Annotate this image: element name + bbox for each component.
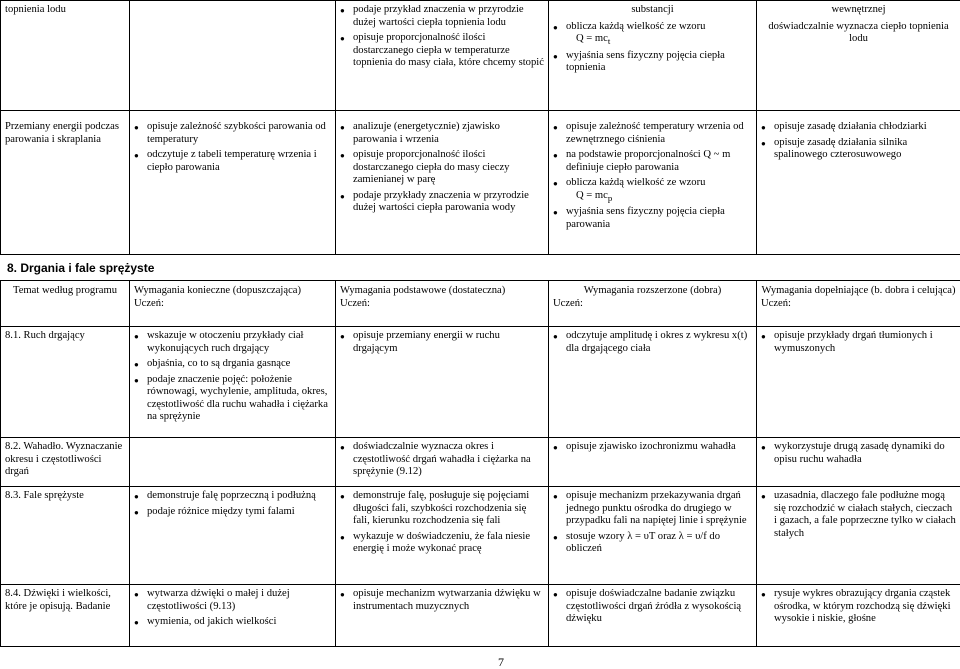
basic-requirements-cell	[130, 327, 336, 438]
list-item: ● odczytuje z tabeli temperaturę wrzenia i ciepło parowania	[134, 149, 331, 174]
list-item: ● analizuje (energetycznie) zjawisko parowania i wrzenia	[340, 121, 544, 146]
formula: Q = mc	[576, 189, 608, 201]
standard-requirements-cell	[336, 111, 549, 255]
header-basic: Wymagania konieczne (dopuszczająca) Uczeń:	[130, 281, 336, 327]
list-item: ● objaśnia, co to są drgania gasnące	[134, 358, 331, 371]
list-item: ● uzasadnia, dlaczego fale podłużne mogą się rozchodzić w ciałach stałych, cieczach i gazach, a fale poprzeczne tylko w ciałach stałych	[761, 490, 956, 540]
continued-text: wewnętrznej	[831, 4, 886, 15]
continued-text: substancji	[631, 4, 674, 15]
table-row	[1, 438, 960, 487]
basic-requirements-cell	[130, 438, 336, 487]
standard-requirements-cell	[336, 487, 549, 585]
advanced-requirements-cell	[757, 487, 960, 585]
list-item: ● podaje przykład znaczenia w przyrodzie dużej wartości ciepła topnienia lodu	[340, 4, 544, 29]
extended-requirements-cell	[549, 327, 757, 438]
topic-cell: 8.4. Dźwięki i wielkości, które je opisują. Badanie	[1, 585, 130, 647]
standard-requirements-cell	[336, 438, 549, 487]
cell-text: doświadczalnie wyznacza ciepło topnienia lodu	[768, 20, 949, 44]
formula: Q = mc	[576, 33, 608, 44]
list-item: ● podaje znaczenie pojęć: położenie równowagi, wychylenie, amplituda, okres, częstotliwość dla ruchu wahadła i ciężarka na sprężynie	[134, 374, 331, 424]
section-title: 8. Drgania i fale sprężyste	[7, 261, 155, 275]
list-item: ● opisuje zależność szybkości parowania od temperatury	[134, 121, 331, 146]
header-advanced: Wymagania dopełniające (b. dobra i celująca) Uczeń:	[757, 281, 960, 327]
list-item: ● opisuje mechanizm wytwarzania dźwięku w instrumentach muzycznych	[340, 588, 544, 613]
table-header-row	[1, 281, 960, 327]
list-item: ● oblicza każdą wielkość ze wzoru $Q = mc_t$	[553, 21, 752, 47]
standard-requirements-cell	[336, 327, 549, 438]
list-item: ● wytwarza dźwięki o małej i dużej częstotliwości (9.13)	[134, 588, 331, 613]
topic-cell: Przemiany energii podczas parowania i skraplania	[1, 111, 130, 255]
page-number: 7	[498, 655, 504, 669]
extended-requirements-cell	[549, 438, 757, 487]
advanced-requirements-cell	[757, 438, 960, 487]
student-label: Uczeń:	[761, 297, 791, 309]
oscillations-requirements-table	[0, 280, 960, 647]
table-row	[1, 327, 960, 438]
advanced-requirements-cell	[757, 585, 960, 647]
basic-requirements-cell	[130, 1, 336, 111]
basic-requirements-cell	[130, 111, 336, 255]
list-item: ● wskazuje w otoczeniu przykłady ciał wykonujących ruch drgający	[134, 330, 331, 355]
list-item: ● opisuje doświadczalne badanie związku częstotliwości drgań źródła z wysokością dźwięku	[553, 588, 752, 626]
topic-cell: 8.1. Ruch drgający	[1, 327, 130, 438]
advanced-requirements-cell	[757, 1, 960, 111]
topic-cell: topnienia lodu	[1, 1, 130, 111]
list-item: ● oblicza każdą wielkość ze wzoru $Q = mc_p$	[553, 177, 752, 203]
list-item: ● odczytuje amplitudę i okres z wykresu x(t) dla drgającego ciała	[553, 330, 752, 355]
list-item: ● wymienia, od jakich wielkości	[134, 616, 331, 629]
list-item: ● wykazuje w doświadczeniu, że fala niesie energię i może wykonać pracę	[340, 531, 544, 556]
list-item: ● opisuje zjawisko izochronizmu wahadła	[553, 441, 752, 454]
basic-requirements-cell	[130, 487, 336, 585]
list-item: ● opisuje proporcjonalność ilości dostarczanego ciepła w temperaturze topnienia do masy ciała, które chcemy stopić	[340, 32, 544, 70]
list-item: ● opisuje zależność temperatury wrzenia od zewnętrznego ciśnienia	[553, 121, 752, 146]
list-item: ● podaje przykłady znaczenia w przyrodzie dużej wartości ciepła parowania wody	[340, 190, 544, 215]
table-row	[1, 1, 960, 111]
list-item: ● na podstawie proporcjonalności Q ~ m definiuje ciepło parowania	[553, 149, 752, 174]
extended-requirements-cell	[549, 585, 757, 647]
header-standard: Wymagania podstawowe (dostateczna) Uczeń:	[336, 281, 549, 327]
table-row	[1, 111, 960, 255]
header-extended: Wymagania rozszerzone (dobra) Uczeń:	[549, 281, 757, 327]
list-item: ● rysuje wykres obrazujący drgania cząstek ośrodka, w którym rozchodzą się dźwięki wysokie i niskie, głośne	[761, 588, 956, 626]
list-item: ● podaje różnice między tymi falami	[134, 506, 331, 519]
extended-requirements-cell	[549, 487, 757, 585]
list-item: ● opisuje zasadę działania chłodziarki	[761, 121, 956, 134]
student-label: Uczeń:	[340, 297, 370, 309]
thermal-requirements-table	[0, 0, 960, 255]
basic-requirements-cell	[130, 585, 336, 647]
list-item: ● opisuje przykłady drgań tłumionych i wymuszonych	[761, 330, 956, 355]
list-item: ● opisuje mechanizm przekazywania drgań jednego punktu ośrodka do drugiego w przypadku fali na napiętej linie i sprężynie	[553, 490, 752, 528]
advanced-requirements-cell	[757, 327, 960, 438]
advanced-requirements-cell	[757, 111, 960, 255]
header-topic: Temat według programu	[1, 281, 130, 327]
list-item: ● opisuje przemiany energii w ruchu drgającym	[340, 330, 544, 355]
list-item: ● stosuje wzory λ = υT oraz λ = υ/f do obliczeń	[553, 531, 752, 556]
table-row	[1, 585, 960, 647]
extended-requirements-cell	[549, 1, 757, 111]
list-item: ● opisuje zasadę działania silnika spalinowego czterosuwowego	[761, 137, 956, 162]
student-label: Uczeń:	[134, 297, 164, 309]
topic-cell: 8.3. Fale sprężyste	[1, 487, 130, 585]
standard-requirements-cell	[336, 585, 549, 647]
list-item: ● wyjaśnia sens fizyczny pojęcia ciepła parowania	[553, 206, 752, 231]
standard-requirements-cell	[336, 1, 549, 111]
list-item: ● demonstruje falę poprzeczną i podłużną	[134, 490, 331, 503]
student-label: Uczeń:	[553, 297, 583, 309]
list-item: ● doświadczalnie wyznacza okres i częstotliwość drgań wahadła i ciężarka na sprężynie (9.12)	[340, 441, 544, 479]
list-item: ● opisuje proporcjonalność ilości dostarczanego ciepła do masy cieczy zamienianej w parę	[340, 149, 544, 187]
list-item: ● wyjaśnia sens fizyczny pojęcia ciepła topnienia	[553, 50, 752, 75]
topic-cell: 8.2. Wahadło. Wyznaczanie okresu i częstotliwości drgań	[1, 438, 130, 487]
table-row	[1, 487, 960, 585]
list-item: ● demonstruje falę, posługuje się pojęciami długości fali, szybkości rozchodzenia się fali, kierunku rozchodzenia się fali	[340, 490, 544, 528]
list-item: ● wykorzystuje drugą zasadę dynamiki do opisu ruchu wahadła	[761, 441, 956, 466]
extended-requirements-cell	[549, 111, 757, 255]
